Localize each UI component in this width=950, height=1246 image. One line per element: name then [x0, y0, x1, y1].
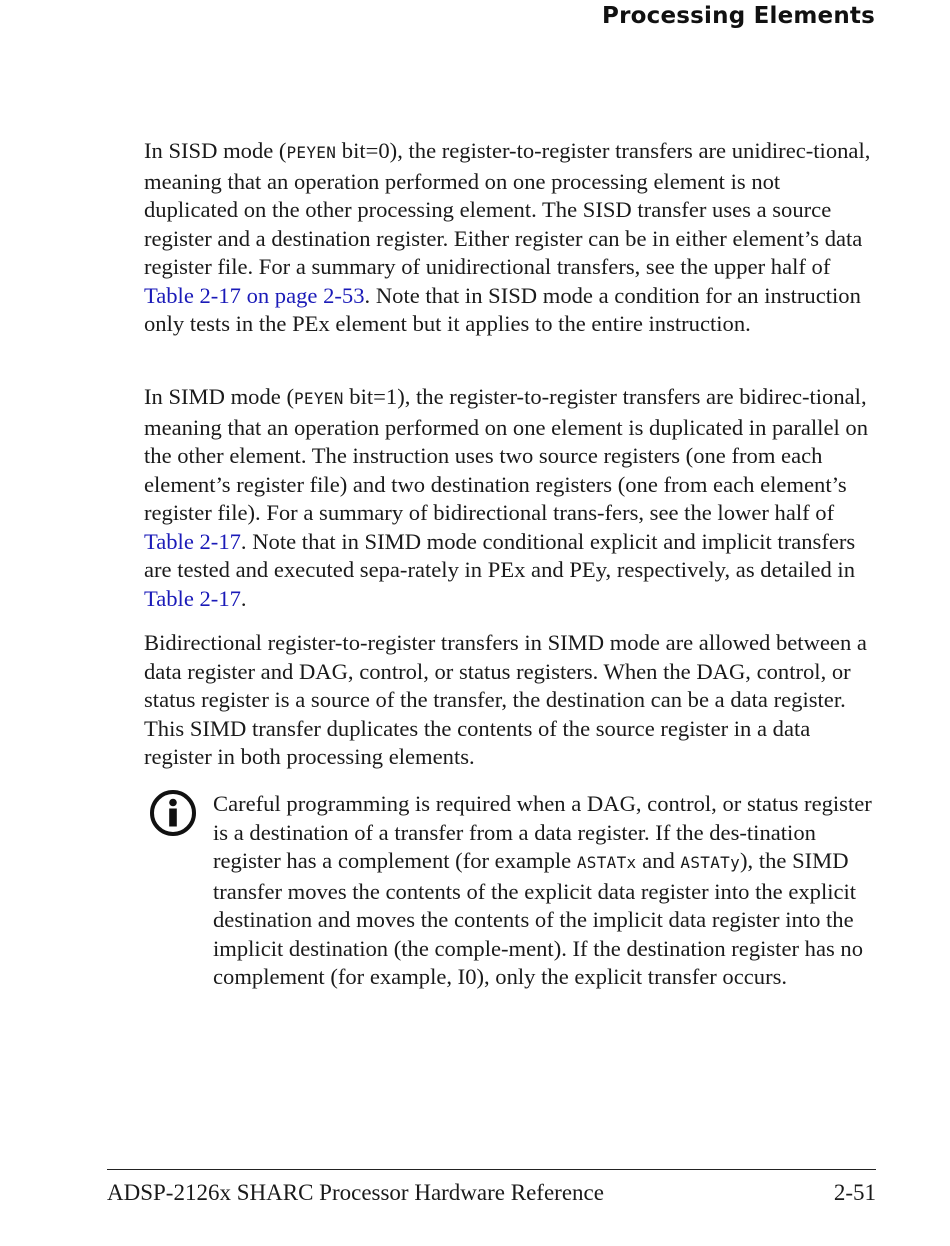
text: In SISD mode (: [144, 138, 287, 163]
text: bit=1), the register-to-register transfers are bidirec-tional, meaning that an operation performed on one element is duplicated in parallel on the other element. The instruction uses two source registers (one from each element’s register file) and two destination registers (one from each element’s register file). For a summary of bidirectional trans-fers, see the lower half of: [144, 384, 869, 525]
paragraph-sisd: [144, 137, 876, 339]
footer-book-title: ADSP-2126x SHARC Processor Hardware Reference: [107, 1180, 604, 1205]
text: and: [636, 848, 681, 873]
paragraph-simd: [144, 383, 876, 613]
text: ), the SIMD transfer moves the contents of the explicit data register into the explicit destination and moves the contents of the implicit data register into the implicit destination (the comple-ment). If the destination register has no complement (for example, I0), only the explicit transfer occurs.: [213, 848, 864, 989]
paragraph-bidirectional: Bidirectional register-to-register transfers in SIMD mode are allowed between a data register and DAG, control, or status registers. When the DAG, control, or status register is a source of the transfer, the destination can be a data register. This SIMD transfer duplicates the contents of the source register in a data register in both processing elements.: [144, 630, 867, 769]
section-title: Processing Elements: [602, 3, 875, 29]
table-link[interactable]: Table 2-17: [144, 585, 241, 611]
register-name: PEYEN: [293, 389, 344, 408]
footer-divider: [107, 1169, 876, 1170]
text: .: [240, 585, 247, 611]
info-icon: [149, 789, 197, 837]
table-link[interactable]: Table 2-17 on page 2-53: [144, 282, 365, 308]
footer-page-number: 2-51: [833, 1180, 876, 1205]
register-name: ASTATx: [576, 853, 637, 872]
text: In SIMD mode (: [144, 384, 294, 409]
text: Careful programming is required when a DAG, control, or status register is a destination of a transfer from a data register. If the des-tination register has a complement (for example: [213, 791, 872, 873]
text: . Note that in SISD mode a condition for an instruction only tests in the PEx element but it applies to the entire instruction.: [144, 282, 861, 336]
register-name: ASTATy: [680, 853, 741, 872]
text: . Note that in SIMD mode conditional explicit and implicit transfers are tested and executed sepa-rately in PEx and PEy, respectively, as detailed in: [144, 528, 856, 582]
text: bit=0), the register-to-register transfers are unidirec-tional, meaning that an operation performed on one processing element is not duplicated on the other processing element. The SISD transfer uses a source register and a destination register. Either register can be in either element’s data register file. For a summary of unidirectional transfers, see the upper half of: [144, 138, 871, 279]
register-name: PEYEN: [286, 143, 337, 162]
note-text: [213, 790, 878, 992]
table-link[interactable]: Table 2-17: [144, 528, 241, 554]
